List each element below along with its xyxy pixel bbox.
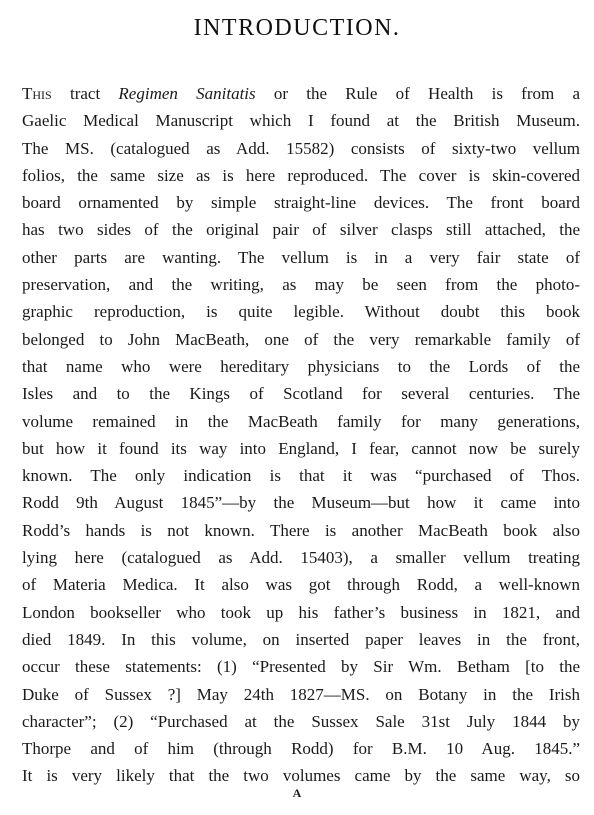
text-line: other parts are wanting. The vellum is in a very fair state of — [22, 247, 580, 267]
italic-title: Regimen Sanitatis — [118, 84, 256, 103]
text-line: Rodd 9th August 1845”—by the Museum—but how it came into — [22, 493, 580, 513]
text-line: It is very likely that the two volumes came by the same way, so — [22, 766, 580, 786]
text-line: lying here (catalogued as Add. 15403), a smaller vellum treating — [22, 548, 580, 568]
body-text — [22, 80, 580, 790]
text-line: died 1849. In this volume, on inserted paper leaves in the front, — [22, 629, 580, 649]
text-line: graphic reproduction, is quite legible. Without doubt this book — [22, 302, 580, 322]
text-line: Duke of Sussex ?] May 24th 1827—MS. on Botany in the Irish — [22, 684, 580, 704]
text-line: The MS. (catalogued as Add. 15582) consists of sixty-two vellum — [22, 138, 580, 158]
small-caps-word: This — [22, 84, 52, 103]
text-line: has two sides of the original pair of silver clasps still attached, the — [22, 220, 580, 240]
text-line: London bookseller who took up his father’s business in 1821, and — [22, 602, 580, 622]
text-line: character”; (2) “Purchased at the Sussex Sale 31st July 1844 by — [22, 711, 580, 731]
text-line: that name who were hereditary physicians to the Lords of the — [22, 356, 580, 376]
text-line: occur these statements: (1) “Presented by Sir Wm. Betham [to the — [22, 657, 580, 677]
text-line: Rodd’s hands is not known. There is another MacBeath book also — [22, 520, 580, 540]
text-line: belonged to John MacBeath, one of the very remarkable family of — [22, 329, 580, 349]
text-line: of Materia Medica. It also was got through Rodd, a well-known — [22, 575, 580, 595]
text-line: Isles and to the Kings of Scotland for several centuries. The — [22, 384, 580, 404]
text-line: folios, the same size as is here reproduced. The cover is skin-covered — [22, 165, 580, 185]
text-line: This tract Regimen Sanitatis or the Rule of Health is from a — [22, 84, 580, 103]
text-line: volume remained in the MacBeath family for many generations, — [22, 411, 580, 431]
text-line: but how it found its way into England, I fear, cannot now be surely — [22, 438, 580, 458]
text-line: Thorpe and of him (through Rodd) for B.M. 10 Aug. 1845.” — [22, 739, 580, 759]
signature-mark: A — [292, 786, 302, 800]
text-line: preservation, and the writing, as may be seen from the photo- — [22, 275, 580, 295]
text-line: known. The only indication is that it was “purchased of Thos. — [22, 466, 580, 486]
text-line: board ornamented by simple straight-line devices. The front board — [22, 193, 580, 213]
text-line: Gaelic Medical Manuscript which I found at the British Museum. — [22, 111, 580, 131]
page-title: INTRODUCTION. — [193, 15, 401, 41]
